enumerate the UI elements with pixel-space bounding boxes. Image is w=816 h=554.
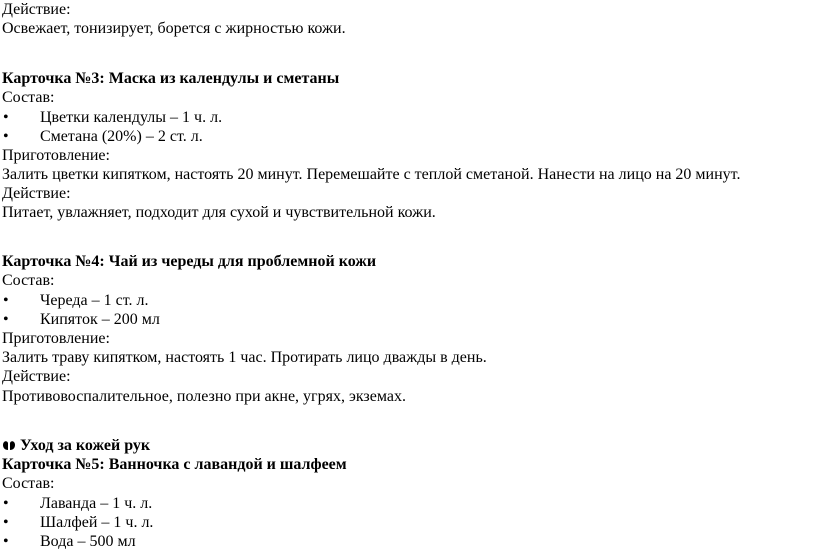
card2-action-text: Освежает, тонизирует, борется с жирностью кожи. [2,20,346,37]
ingredient-text: Цветки календулы – 1 ч. л. [40,109,223,126]
hands-icon [2,439,16,451]
bullet: • [3,109,9,126]
card3-prep-text: Залить цветки кипятком, настоять 20 минут. Перемешайте с теплой сметаной. Нанести на лицо на 20 минут. [2,166,741,183]
ingredient-text: Вода – 500 мл [40,533,136,550]
card2-action-label: Действие: [2,1,71,18]
bullet: • [3,128,9,145]
card4-composition-label: Состав: [2,272,55,289]
card3-action-text: Питает, увлажняет, подходит для сухой и чувствительной кожи. [2,204,436,221]
ingredient-text: Кипяток – 200 мл [40,311,160,328]
card5-title: Карточка №5: Ванночка с лавандой и шалфеем [2,456,347,473]
card3-composition-label: Состав: [2,89,55,106]
bullet: • [3,495,9,512]
card4-prep-text: Залить траву кипятком, настоять 1 час. Протирать лицо дважды в день. [2,349,487,366]
hands-section-heading [2,436,150,455]
card3-action-label: Действие: [2,185,71,202]
bullet: • [3,311,9,328]
hands-section-title: Уход за кожей рук [20,437,151,454]
ingredient-text: Череда – 1 ст. л. [40,292,149,309]
card5-composition-label: Состав: [2,475,55,492]
card4-title: Карточка №4: Чай из череды для проблемной кожи [2,253,377,270]
ingredient-text: Лаванда – 1 ч. л. [40,495,153,512]
ingredient-text: Шалфей – 1 ч. л. [40,514,154,531]
card3-prep-label: Приготовление: [2,147,110,164]
card4-action-label: Действие: [2,368,71,385]
card3-title: Карточка №3: Маска из календулы и сметаны [2,70,340,87]
bullet: • [3,533,9,550]
bullet: • [3,514,9,531]
bullet: • [3,292,9,309]
card4-prep-label: Приготовление: [2,330,110,347]
ingredient-text: Сметана (20%) – 2 ст. л. [40,128,203,145]
card4-action-text: Противовоспалительное, полезно при акне, угрях, экземах. [2,388,406,405]
